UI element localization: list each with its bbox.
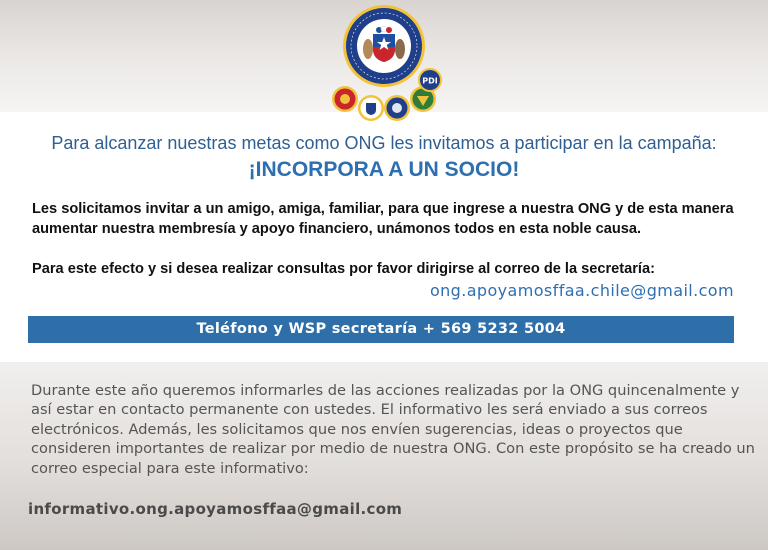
campaign-title: ¡INCORPORA A UN SOCIO! — [248, 158, 520, 181]
informativo-email-link[interactable]: informativo.ong.apoyamosffaa@gmail.com — [28, 500, 403, 518]
pdi-badge-label: PDI — [422, 76, 438, 86]
ong-logo — [326, 4, 442, 122]
phone-banner: Teléfono y WSP secretaría + 569 5232 5004 — [28, 316, 734, 343]
campaign-intro: Para alcanzar nuestras metas como ONG les invitamos a participar en la campaña: — [51, 133, 717, 153]
ong-seal-icon — [326, 4, 442, 122]
contact-paragraph: Para este efecto y si desea realizar consultas por favor dirigirse al correo de la secretaría: — [32, 261, 655, 277]
informativo-paragraph: Durante este año queremos informarles de las acciones realizadas por la ONG quincenalmente y así estar en contacto permanente con ustedes. El informativo les será enviado a sus correos electrónicos. Además, les solicitamos que nos envíen sugerencias, ideas o proyectos que consideren importantes de realizar por medio de nuestra ONG. Con este propósito se ha creado un correo especial para este informativo: — [31, 382, 755, 477]
invite-paragraph: Les solicitamos invitar a un amigo, amiga, familiar, para que ingrese a nuestra ONG y de esta manera aumentar nuestra membresía y apoyo financiero, unámonos todos en esta noble causa. — [32, 201, 734, 237]
secretary-email-link[interactable]: ong.apoyamosffaa.chile@gmail.com — [429, 281, 734, 300]
